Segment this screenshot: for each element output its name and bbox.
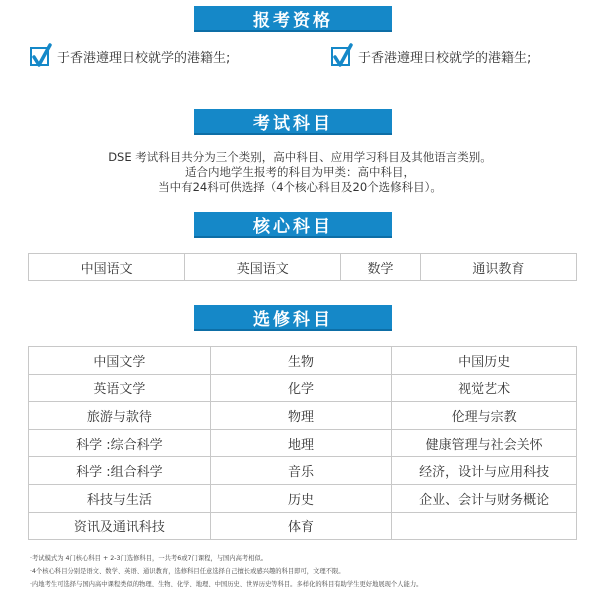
table-row <box>29 484 577 512</box>
elective-cell: 经济，设计与应用科技 <box>392 457 577 485</box>
elective-cell: 健康管理与社会关怀 <box>392 429 577 457</box>
table-row <box>29 347 577 375</box>
core-subject-cell: 中国语文 <box>29 254 185 281</box>
table-row <box>29 429 577 457</box>
elective-cell: 中国历史 <box>392 347 577 375</box>
checkmark-icon <box>331 47 350 66</box>
elective-cell: 地理 <box>210 429 392 457</box>
intro-text <box>0 150 600 195</box>
elective-cell: 化学 <box>210 374 392 402</box>
table-row <box>29 254 577 281</box>
elective-cell: 视觉艺术 <box>392 374 577 402</box>
core-subject-cell: 英国语文 <box>185 254 341 281</box>
intro-line: DSE 考试科目共分为三个类别，高中科目、应用学习科目及其他语言类别。 <box>108 150 492 164</box>
banner-subjects: 考试科目 <box>194 109 392 133</box>
footnote-line: ·4个核心科目分别是语文、数学、英语、通识教育，选修科目任意选择自己擅长或感兴趣的科目即可，文理不限。 <box>30 568 345 575</box>
intro-line: 适合内地学生报考的科目为甲类：高中科目， <box>185 165 415 179</box>
checkmark-icon <box>30 47 49 66</box>
elective-cell: 科技与生活 <box>29 484 211 512</box>
core-subject-cell: 通识教育 <box>420 254 576 281</box>
elective-cell <box>392 512 577 540</box>
qualification-text: 于香港遵理日校就学的港籍生; <box>358 51 532 66</box>
elective-cell: 历史 <box>210 484 392 512</box>
core-subject-cell: 数学 <box>341 254 421 281</box>
elective-cell: 科学 :综合科学 <box>29 429 211 457</box>
elective-cell: 旅游与款待 <box>29 402 211 430</box>
elective-subjects-table <box>28 346 577 540</box>
intro-line: 当中有24科可供选择（4个核心科目及20个选修科目）。 <box>158 180 442 194</box>
footnote-line: ·内地考生可选择与国内高中课程类似的物理、生物、化学、地理、中国历史、世界历史等科目。多样化的科目有助学生更好地展现个人能力。 <box>30 581 423 588</box>
qualification-text: 于香港遵理日校就学的港籍生; <box>57 51 231 66</box>
banner-core: 核心科目 <box>194 212 392 236</box>
footnote-line: ·考试模式为 4门核心科目 + 2-3门选修科目，一共考6或7门课程，与国内高考相似。 <box>30 555 268 562</box>
table-row <box>29 374 577 402</box>
elective-cell: 物理 <box>210 402 392 430</box>
qualification-item <box>30 47 230 66</box>
elective-cell: 中国文学 <box>29 347 211 375</box>
elective-cell: 科学 :组合科学 <box>29 457 211 485</box>
qualification-item <box>331 47 531 66</box>
elective-cell: 体育 <box>210 512 392 540</box>
elective-cell: 英语文学 <box>29 374 211 402</box>
elective-cell: 伦理与宗教 <box>392 402 577 430</box>
elective-cell: 生物 <box>210 347 392 375</box>
banner-elective: 选修科目 <box>194 305 392 329</box>
elective-cell: 企业、会计与财务概论 <box>392 484 577 512</box>
elective-cell: 音乐 <box>210 457 392 485</box>
elective-cell: 资讯及通讯科技 <box>29 512 211 540</box>
table-row <box>29 457 577 485</box>
table-row <box>29 402 577 430</box>
footnotes <box>30 552 590 591</box>
table-row <box>29 512 577 540</box>
core-subjects-table <box>28 253 577 281</box>
banner-qualification: 报考资格 <box>194 6 392 30</box>
